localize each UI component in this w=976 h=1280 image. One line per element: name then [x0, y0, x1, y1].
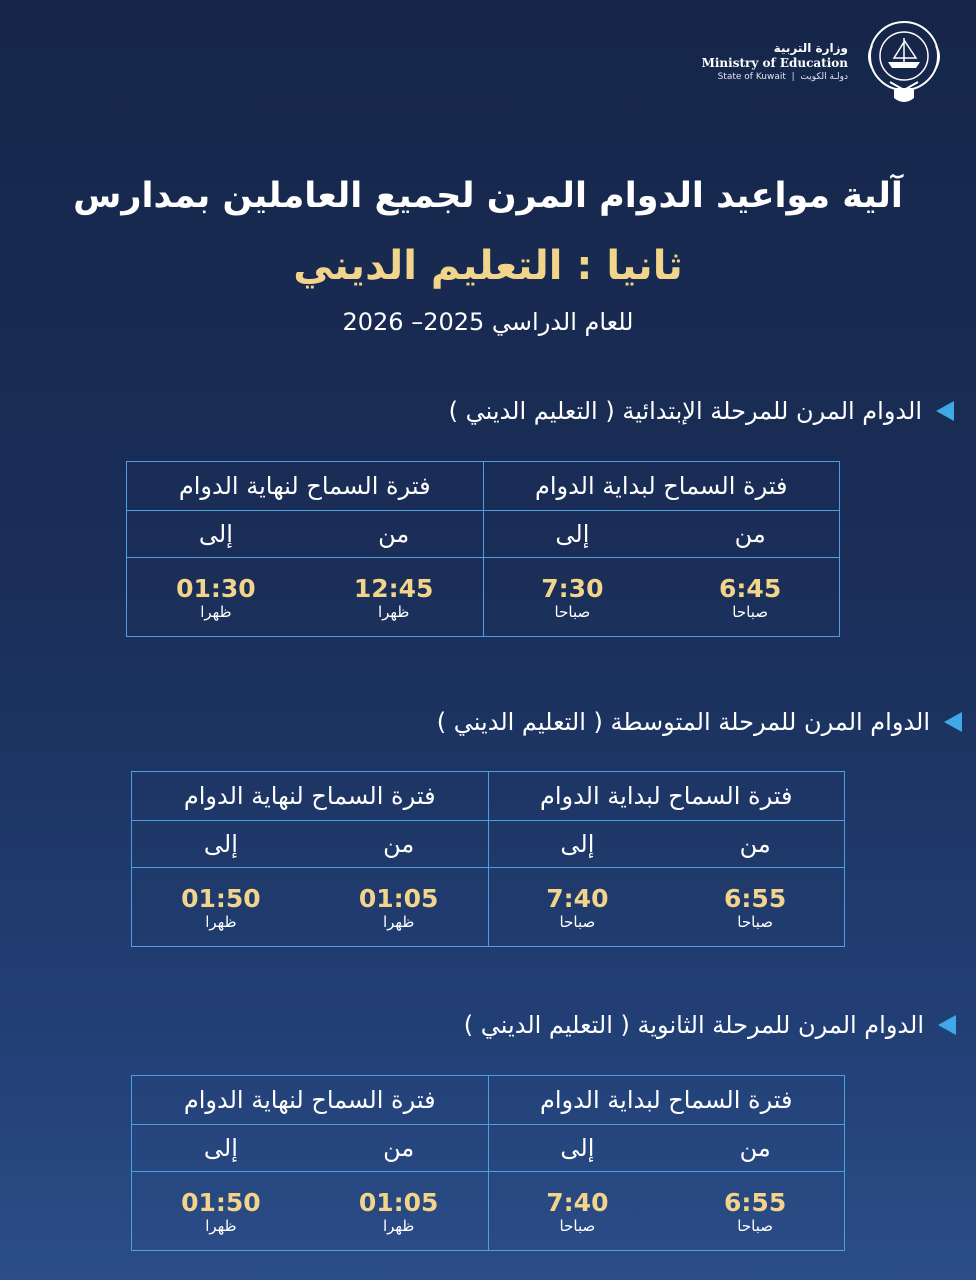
to-label: إلى — [560, 830, 595, 858]
start-window-times — [488, 1172, 845, 1251]
end-window-labels — [132, 1125, 489, 1172]
page-title: آلية مواعيد الدوام المرن لجميع العاملين بمدارس — [73, 176, 903, 216]
from-label: من — [383, 830, 415, 858]
end-to-period: ظهرا — [205, 912, 237, 931]
schedule-table-secondary — [131, 1075, 845, 1251]
time-cell — [489, 884, 667, 931]
start-from-time: 6:55 — [724, 1187, 787, 1217]
arrow-icon — [944, 712, 962, 732]
from-label: من — [739, 1134, 771, 1162]
to-label: إلى — [555, 520, 590, 548]
time-cell — [666, 1188, 844, 1235]
section-heading-text: الدوام المرن للمرحلة الثانوية ( التعليم الديني ) — [463, 1011, 924, 1039]
start-from-period: صباحا — [732, 602, 768, 621]
start-window-header: فترة السماح لبداية الدوام — [488, 1076, 845, 1125]
end-window-header: فترة السماح لنهاية الدوام — [132, 772, 489, 821]
start-to-time: 7:40 — [546, 883, 609, 913]
page-subtitle: ثانيا : التعليم الديني — [293, 243, 683, 289]
time-cell — [305, 574, 483, 621]
kuwait-emblem-icon — [862, 16, 946, 108]
start-window-times — [488, 868, 845, 947]
state-name-ar: دولـة الكويت — [800, 71, 848, 82]
time-cell — [666, 884, 844, 931]
end-from-period: ظهرا — [377, 602, 410, 621]
start-window-labels — [488, 821, 845, 868]
section-heading-intermediate — [437, 708, 962, 736]
academic-year: للعام الدراسي 2025– 2026 — [342, 308, 634, 336]
time-cell — [484, 574, 662, 621]
end-window-times — [132, 868, 489, 947]
start-to-time: 7:40 — [546, 1187, 609, 1217]
start-window-times — [483, 558, 840, 637]
schedule-table-primary — [126, 461, 840, 637]
section-heading-text: الدوام المرن للمرحلة الإبتدائية ( التعليم الديني ) — [448, 397, 922, 425]
arrow-icon — [936, 401, 954, 421]
end-to-time: 01:50 — [181, 883, 261, 913]
end-from-time: 12:45 — [353, 573, 434, 603]
end-from-period: ظهرا — [382, 912, 415, 931]
time-cell — [132, 884, 310, 931]
from-label: من — [378, 520, 410, 548]
start-window-header: فترة السماح لبداية الدوام — [483, 462, 840, 511]
from-label: من — [383, 1134, 415, 1162]
section-heading-primary — [449, 397, 954, 425]
to-label: إلى — [560, 1134, 595, 1162]
end-window-labels — [132, 821, 489, 868]
end-to-time: 01:50 — [181, 1187, 261, 1217]
end-window-header: فترة السماح لنهاية الدوام — [132, 1076, 489, 1125]
arrow-icon — [938, 1015, 956, 1035]
time-cell — [661, 574, 839, 621]
state-name: State of Kuwait | دولـة الكويت — [717, 71, 848, 82]
ministry-name-ar: وزارة التربية — [773, 40, 848, 55]
start-to-period: صباحا — [559, 912, 596, 931]
start-window-header: فترة السماح لبداية الدوام — [488, 772, 845, 821]
start-to-period: صباحا — [559, 1216, 596, 1235]
end-to-period: ظهرا — [200, 602, 232, 621]
section-heading-secondary — [464, 1011, 956, 1039]
end-window-times — [127, 558, 484, 637]
start-from-period: صباحا — [737, 1216, 773, 1235]
ministry-name — [702, 41, 848, 84]
section-heading-text: الدوام المرن للمرحلة المتوسطة ( التعليم الديني ) — [436, 708, 930, 736]
end-window-labels — [127, 511, 484, 558]
time-cell — [310, 884, 488, 931]
end-from-period: ظهرا — [382, 1216, 415, 1235]
start-from-period: صباحا — [737, 912, 773, 931]
start-from-time: 6:45 — [719, 573, 782, 603]
end-to-period: ظهرا — [205, 1216, 237, 1235]
ministry-logo — [702, 16, 946, 108]
time-cell — [132, 1188, 310, 1235]
to-label: إلى — [203, 830, 238, 858]
start-from-time: 6:55 — [724, 883, 787, 913]
to-label: إلى — [198, 520, 233, 548]
start-window-labels — [483, 511, 840, 558]
to-label: إلى — [203, 1134, 238, 1162]
from-label: من — [734, 520, 766, 548]
end-window-header: فترة السماح لنهاية الدوام — [127, 462, 484, 511]
ministry-name-en: Ministry of Education — [701, 56, 848, 71]
start-to-period: صباحا — [554, 602, 591, 621]
schedule-table-intermediate — [131, 771, 845, 947]
end-from-time: 01:05 — [358, 883, 439, 913]
end-window-times — [132, 1172, 489, 1251]
end-from-time: 01:05 — [358, 1187, 439, 1217]
from-label: من — [739, 830, 771, 858]
state-name-en: State of Kuwait — [717, 71, 786, 82]
start-to-time: 7:30 — [541, 573, 604, 603]
end-to-time: 01:30 — [176, 573, 256, 603]
time-cell — [310, 1188, 488, 1235]
start-window-labels — [488, 1125, 845, 1172]
time-cell — [127, 574, 305, 621]
time-cell — [489, 1188, 667, 1235]
